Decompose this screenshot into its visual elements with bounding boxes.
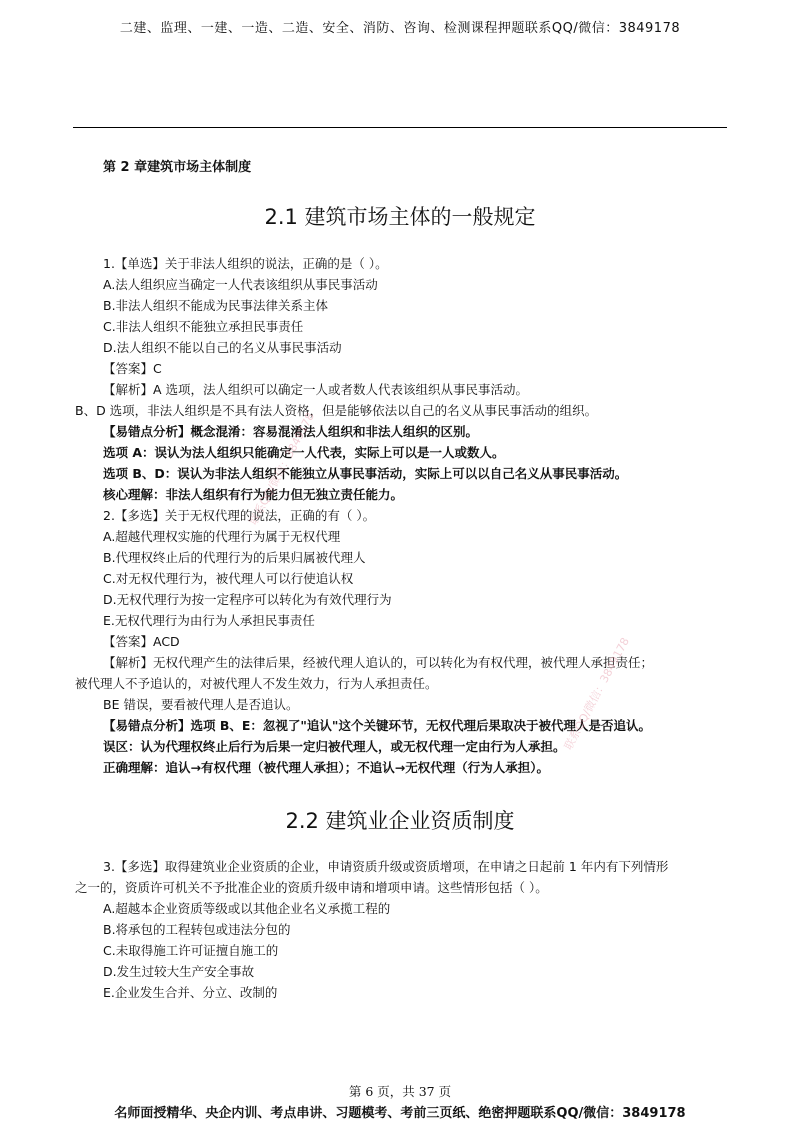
question-1-option-d: D.法人组织不能以自己的名义从事民事活动 xyxy=(103,340,342,355)
question-2-option-c: C.对无权代理行为，被代理人可以行使追认权 xyxy=(103,571,354,586)
question-3-stem: 3.【多选】取得建筑业企业资质的企业，申请资质升级或资质增项，在申请之日起前 1 年内有下列情形 xyxy=(103,859,669,874)
question-1-option-c: C.非法人组织不能独立承担民事责任 xyxy=(103,319,304,334)
question-2-analysis: 【解析】无权代理产生的法律后果，经被代理人追认的，可以转化为有权代理，被代理人承担责任； xyxy=(103,655,654,670)
question-1-option-b: B.非法人组织不能成为民事法律关系主体 xyxy=(103,298,329,313)
question-1-option-a: A.法人组织应当确定一人代表该组织从事民事活动 xyxy=(103,277,378,292)
question-1-error-analysis: 【易错点分析】概念混淆：容易混淆法人组织和非法人组织的区别。 xyxy=(103,424,479,439)
page-number: 第 6 页，共 37 页 xyxy=(348,1084,452,1099)
question-1-analysis: 【解析】A 选项，法人组织可以确定一人或者数人代表该组织从事民事活动。 xyxy=(103,382,529,397)
question-2-analysis-cont: 被代理人不予追认的，对被代理人不发生效力，行为人承担责任。 xyxy=(75,676,438,691)
footer-ad: 名师面授精华、央企内训、考点串讲、习题模考、考前三页纸、绝密押题联系QQ/微信：3849178 xyxy=(114,1106,686,1121)
question-2-stem: 2.【多选】关于无权代理的说法，正确的有（ ）。 xyxy=(103,508,376,523)
question-2-misconception: 误区：认为代理权终止后行为后果一定归被代理人，或无权代理一定由行为人承担。 xyxy=(103,739,566,754)
question-2-option-a: A.超越代理权实施的代理行为属于无权代理 xyxy=(103,529,341,544)
question-3-stem-cont: 之一的，资质许可机关不予批准企业的资质升级申请和增项申请。这些情形包括（ ）。 xyxy=(75,880,548,895)
question-2-answer: 【答案】ACD xyxy=(103,634,180,649)
question-1-error-a: 选项 A：误认为法人组织只能确定一人代表，实际上可以是一人或数人。 xyxy=(103,445,505,460)
question-3-option-e: E.企业发生合并、分立、改制的 xyxy=(103,985,278,1000)
question-3-option-d: D.发生过较大生产安全事故 xyxy=(103,964,255,979)
question-2-option-b: B.代理权终止后的代理行为的后果归属被代理人 xyxy=(103,550,366,565)
question-2-error-analysis: 【易错点分析】选项 B、E：忽视了"追认"这个关键环节，无权代理后果取决于被代理人是否追认。 xyxy=(103,718,651,733)
question-3-option-c: C.未取得施工许可证擅自施工的 xyxy=(103,943,279,958)
question-1-core: 核心理解：非法人组织有行为能力但无独立责任能力。 xyxy=(103,487,404,502)
watermark-1: 联系QQ/微信：3849178 xyxy=(246,410,317,528)
header-divider xyxy=(73,127,727,128)
question-2-option-d: D.无权代理行为按一定程序可以转化为有效代理行为 xyxy=(103,592,392,607)
section-title-2-2: 2.2 建筑业企业资质制度 xyxy=(285,809,515,833)
question-1-analysis-cont: B、D 选项，非法人组织是不具有法人资格，但是能够依法以自己的名义从事民事活动的组织。 xyxy=(75,403,598,418)
question-3-option-b: B.将承包的工程转包或违法分包的 xyxy=(103,922,291,937)
question-1-answer: 【答案】C xyxy=(103,361,162,376)
section-title-2-1: 2.1 建筑市场主体的一般规定 xyxy=(264,205,536,229)
question-2-analysis-be: BE 错误，要看被代理人是否追认。 xyxy=(103,697,299,712)
question-3-option-a: A.超越本企业资质等级或以其他企业名义承揽工程的 xyxy=(103,901,391,916)
question-2-option-e: E.无权代理行为由行为人承担民事责任 xyxy=(103,613,315,628)
question-2-correct-understanding: 正确理解：追认→有权代理（被代理人承担）；不追认→无权代理（行为人承担）。 xyxy=(103,760,549,775)
watermark-2: 联系QQ/微信：3849178 xyxy=(561,635,632,753)
page-header: 二建、监理、一建、一造、二造、安全、消防、咨询、检测课程押题联系QQ/微信：3849178 xyxy=(119,21,681,36)
question-1-stem: 1.【单选】关于非法人组织的说法，正确的是（ ）。 xyxy=(103,256,388,271)
question-1-error-bd: 选项 B、D：误认为非法人组织不能独立从事民事活动，实际上可以以自己名义从事民事活动。 xyxy=(103,466,628,481)
chapter-title: 第 2 章建筑市场主体制度 xyxy=(103,160,252,175)
